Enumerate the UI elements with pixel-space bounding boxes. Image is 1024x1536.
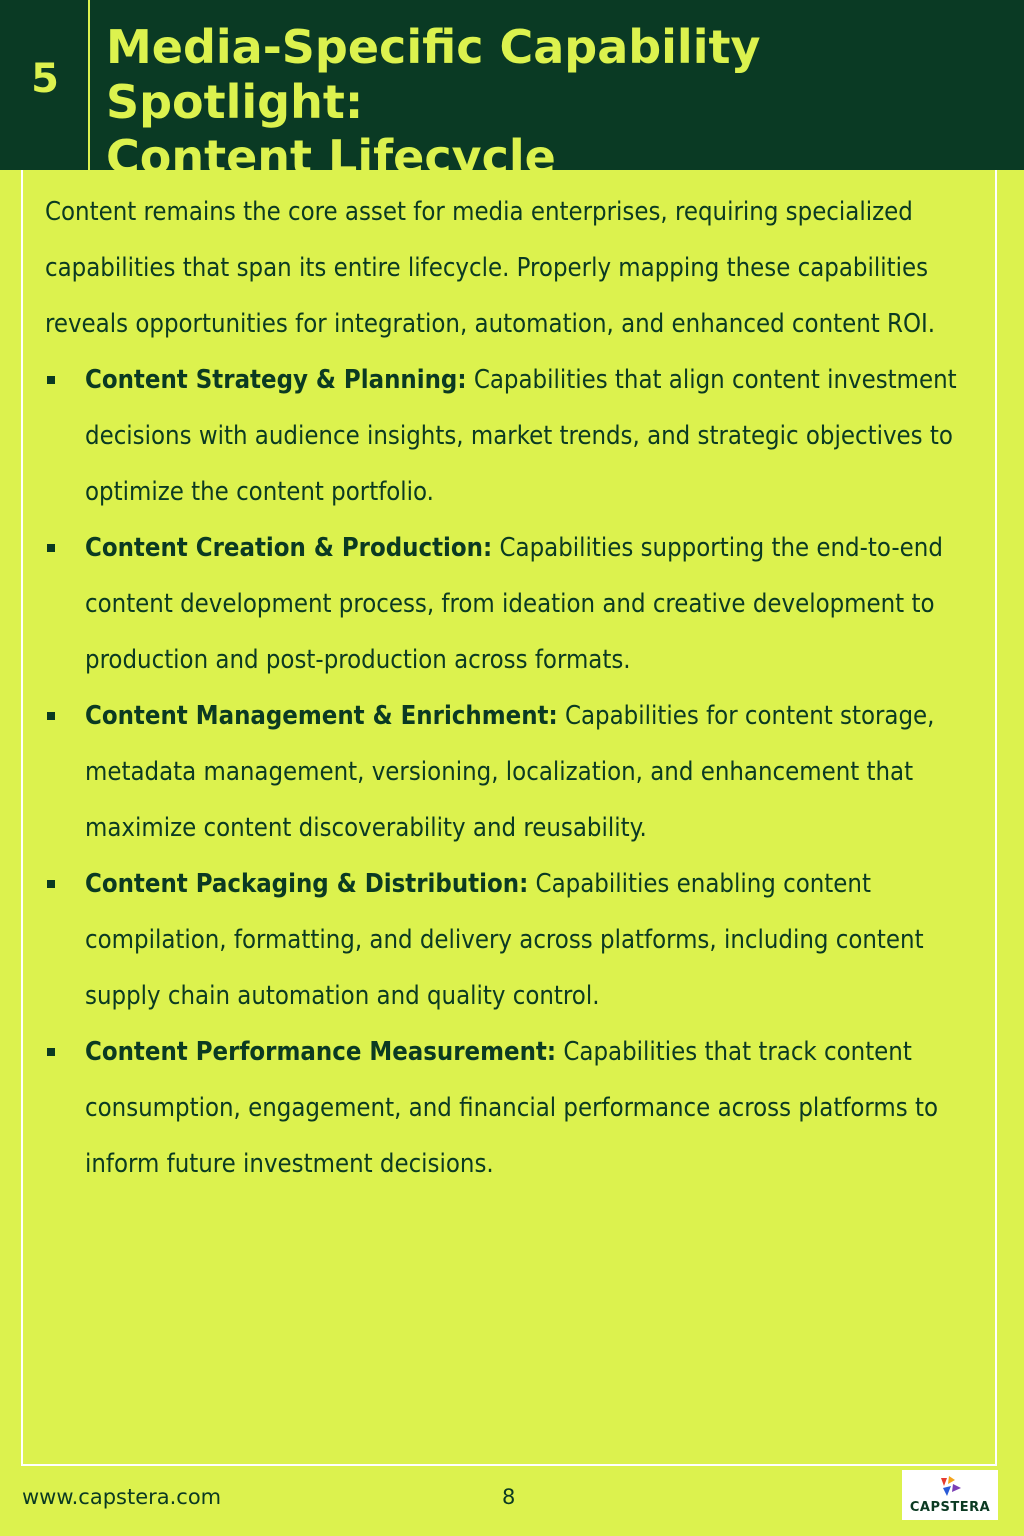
list-item-text: Capabilities that align content investment decisions with audience insights, market trends, and strategic objectives to optimize the content portfolio.	[85, 365, 957, 507]
list-item-term: Content Packaging & Distribution:	[85, 869, 529, 899]
list-item-term: Content Creation & Production:	[85, 533, 493, 563]
list-item	[45, 688, 975, 856]
bullet-square-icon	[47, 1048, 55, 1056]
list-item	[45, 352, 975, 520]
bullet-square-icon	[47, 712, 55, 720]
list-item-term: Content Performance Measurement:	[85, 1037, 557, 1067]
list-item-term: Content Management & Enrichment:	[85, 701, 558, 731]
intro-paragraph: Content remains the core asset for media enterprises, requiring specialized capabilities that span its entire lifecycle. Properly mapping these capabilities reveals opportunities for integration, automation, and enhanced content ROI.	[45, 197, 936, 339]
list-item-text: Capabilities for content storage, metadata management, versioning, localization, and enhancement that maximize content discoverability and reusability.	[85, 701, 935, 843]
capstera-logo-icon	[935, 1474, 965, 1500]
list-item	[45, 856, 975, 1024]
list-item-term: Content Strategy & Planning:	[85, 365, 467, 395]
header-divider	[88, 0, 90, 170]
section-number: 5	[31, 56, 59, 102]
bullet-square-icon	[47, 544, 55, 552]
list-item	[45, 1024, 975, 1192]
capability-list	[45, 352, 975, 1192]
page-title-line-1: Media-Specific Capability Spotlight:	[106, 20, 761, 129]
capstera-logo	[902, 1470, 998, 1520]
footer-website-link[interactable]: www.capstera.com	[22, 1485, 222, 1509]
header-band	[0, 0, 1024, 184]
logo-wordmark: CAPSTERA	[909, 1500, 991, 1515]
list-item-text: Capabilities supporting the end-to-end content development process, from ideation and creative development to production and post-production across formats.	[85, 533, 943, 675]
bullet-square-icon	[47, 376, 55, 384]
page-title-line-2: Content Lifecycle	[106, 130, 556, 184]
page-title	[106, 20, 1006, 185]
list-item-text: Capabilities enabling content compilation, formatting, and delivery across platforms, including content supply chain automation and quality control.	[85, 869, 924, 1011]
list-item	[45, 520, 975, 688]
bullet-square-icon	[47, 880, 55, 888]
page-number: 8	[502, 1485, 516, 1509]
content-body	[45, 184, 975, 1192]
list-item-text: Capabilities that track content consumption, engagement, and financial performance across platforms to inform future investment decisions.	[85, 1037, 939, 1179]
